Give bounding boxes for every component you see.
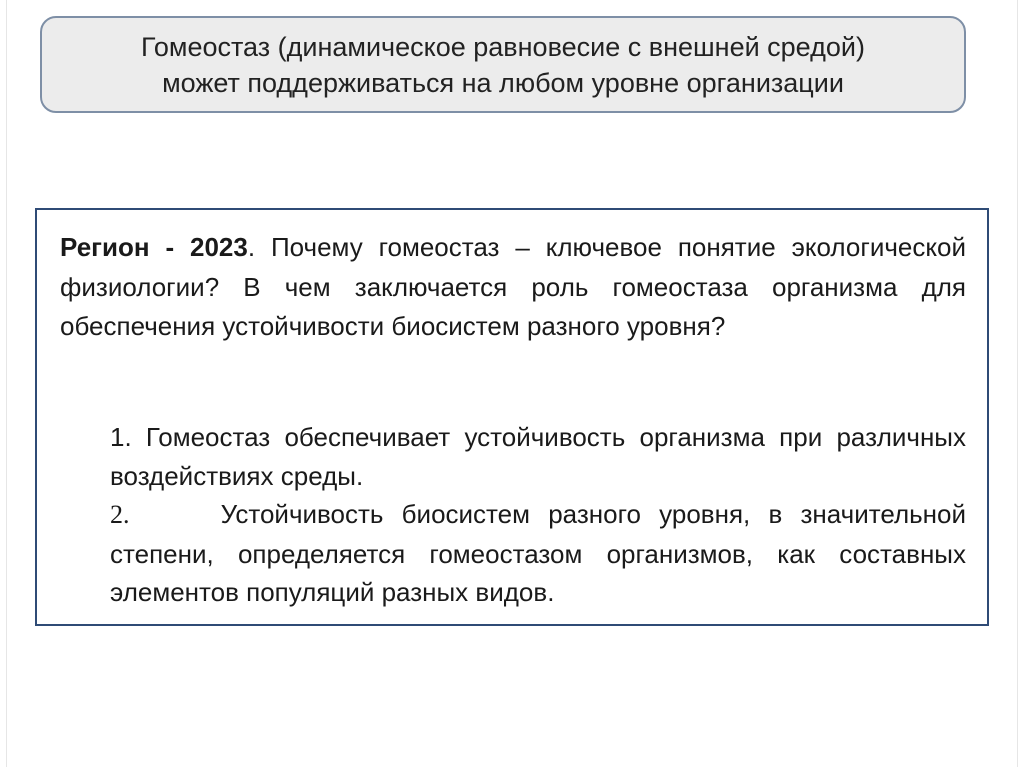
title-line-2: может поддерживаться на любом уровне организации — [162, 67, 844, 98]
title-box — [40, 16, 966, 113]
question-label: Регион - 2023 — [60, 232, 248, 262]
answer-number: 2. — [110, 500, 130, 529]
slide-edge-right — [1017, 0, 1018, 767]
answer-text: Гомеостаз обеспечивает устойчивость организма при различных воздействиях среды. — [110, 422, 966, 491]
answer-item — [110, 495, 966, 612]
answer-item — [110, 418, 966, 495]
answer-text: Устойчивость биосистем разного уровня, в значительной степени, определяется гомеостазом организмов, как составных элементов популяций разных видов. — [110, 499, 967, 607]
answers-list — [110, 418, 966, 612]
title-line-1: Гомеостаз (динамическое равновесие с внешней средой) — [141, 31, 865, 62]
question-text: . Почему гомеостаз – ключевое понятие экологической физиологии? В чем заключается роль гомеостаза организма для обеспечения устойчивости биосистем разного уровня? — [60, 232, 966, 341]
slide-edge-left — [6, 0, 7, 767]
answer-number: 1. — [110, 422, 132, 452]
question-paragraph — [60, 228, 966, 347]
